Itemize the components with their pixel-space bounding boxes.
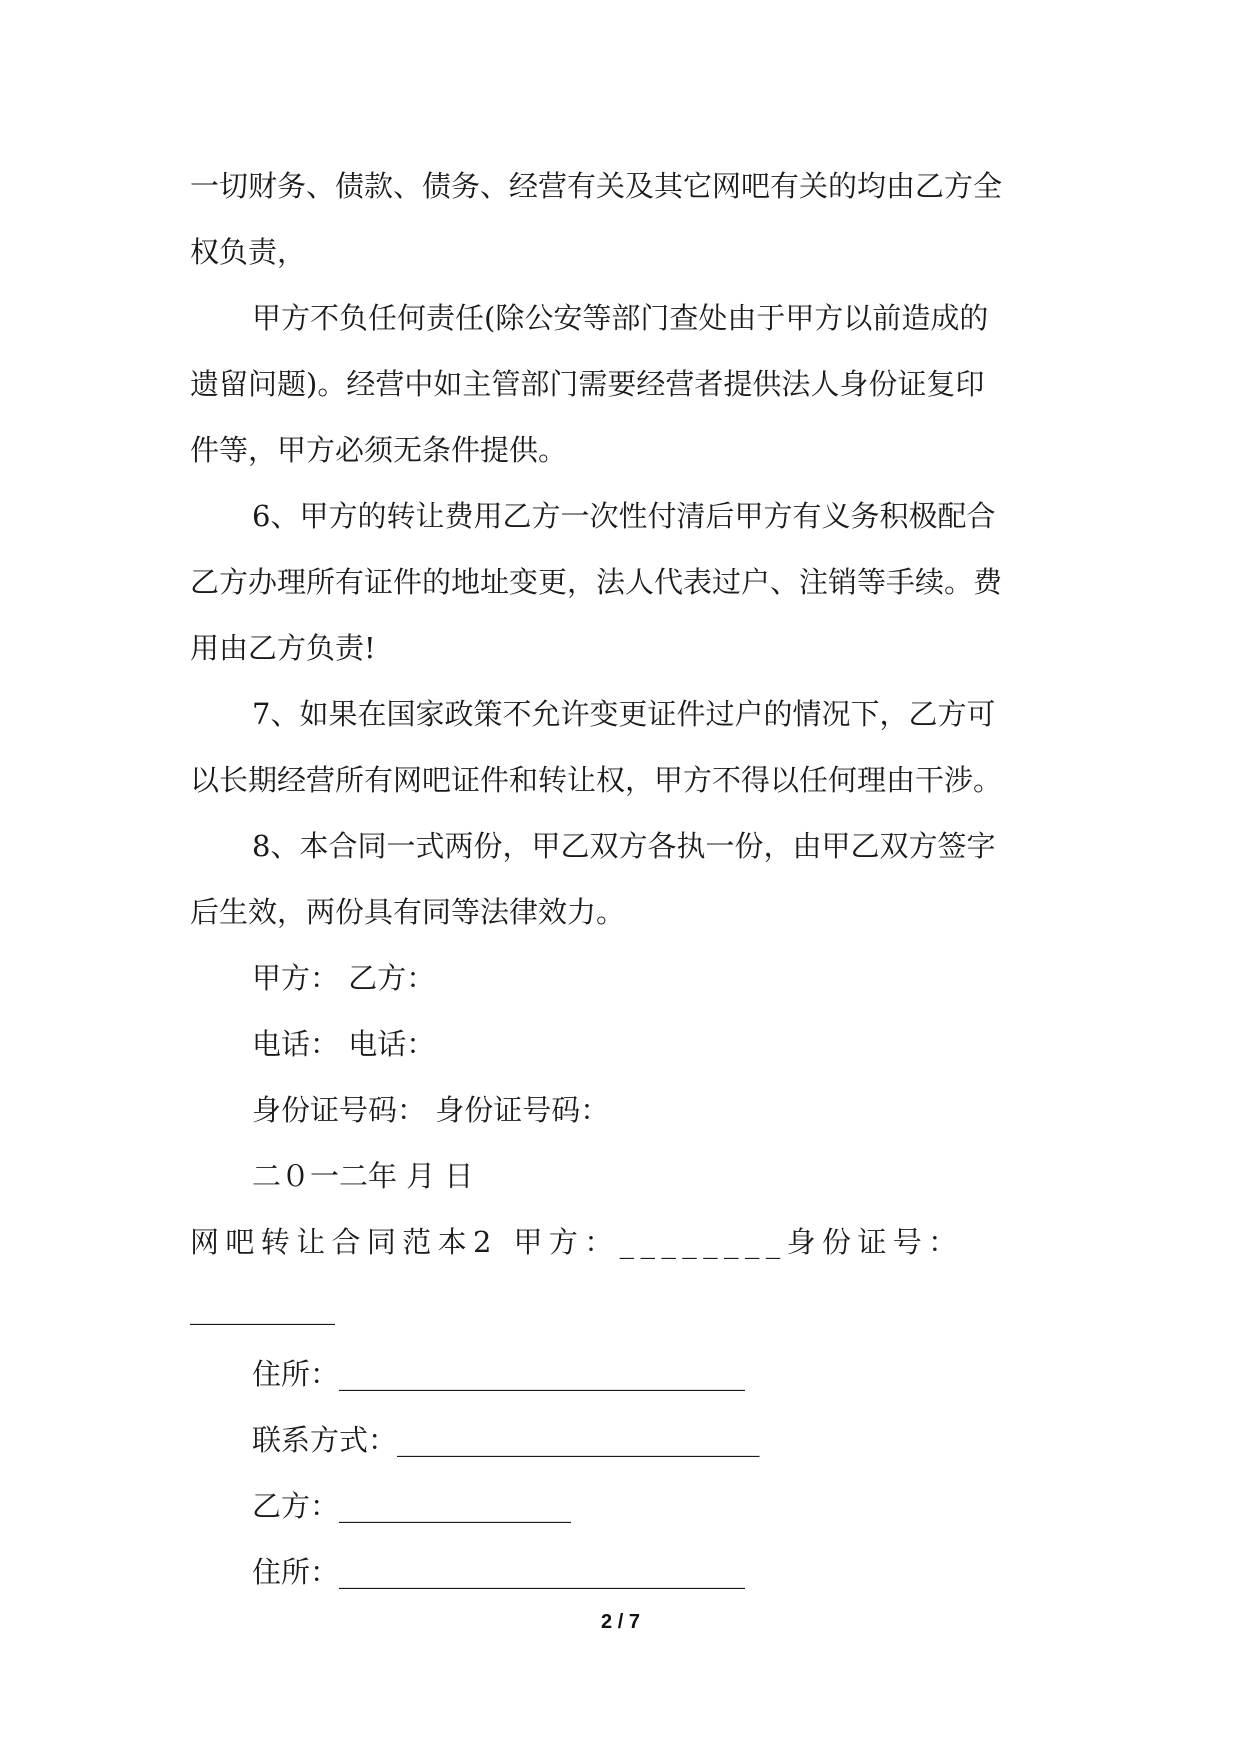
party-a-address-field: 住所：____________________________ [252, 1357, 746, 1391]
text-line: 一切财务、债款、债务、经营有关及其它网吧有关的均由乙方全 [190, 169, 1003, 203]
clause-6: 6、甲方的转让费用乙方一次性付清后甲方有义务积极配合 [252, 499, 996, 533]
text-line: 遗留问题)。经营中如主管部门需要经营者提供法人身份证复印 [190, 367, 985, 401]
text-line: 件等，甲方必须无条件提供。 [190, 433, 568, 467]
signature-phones: 电话： 电话： [252, 1027, 436, 1061]
signature-date: 二０一二年 月 日 [252, 1159, 474, 1193]
clause-7: 7、如果在国家政策不允许变更证件过户的情况下，乙方可 [252, 697, 996, 731]
clause-8: 8、本合同一式两份，甲乙双方各执一份，由甲乙双方签字 [252, 829, 996, 863]
template-2-heading: 网吧转让合同范本2 甲方：________身份证号： [190, 1225, 964, 1259]
page-number: 2 / 7 [601, 1611, 640, 1633]
text-line: 后生效，两份具有同等法律效力。 [190, 895, 626, 929]
signature-id-numbers: 身份证号码： 身份证号码： [252, 1093, 610, 1127]
party-b-field: 乙方：________________ [252, 1489, 572, 1523]
party-b-address-field: 住所：____________________________ [252, 1555, 746, 1589]
party-a-contact-field: 联系方式：_________________________ [252, 1423, 760, 1457]
text-line: 用由乙方负责! [190, 631, 376, 665]
text-line: 以长期经营所有网吧证件和转让权，甲方不得以任何理由干涉。 [190, 763, 1003, 797]
signature-parties: 甲方： 乙方： [252, 961, 436, 995]
document-body [190, 153, 1058, 1605]
text-line: 甲方不负任何责任(除公安等部门查处由于甲方以前造成的 [252, 301, 989, 335]
id-number-blank: __________ [190, 1291, 335, 1325]
text-line: 乙方办理所有证件的地址变更，法人代表过户、注销等手续。费 [190, 565, 1003, 599]
text-line: 权负责， [190, 235, 307, 269]
